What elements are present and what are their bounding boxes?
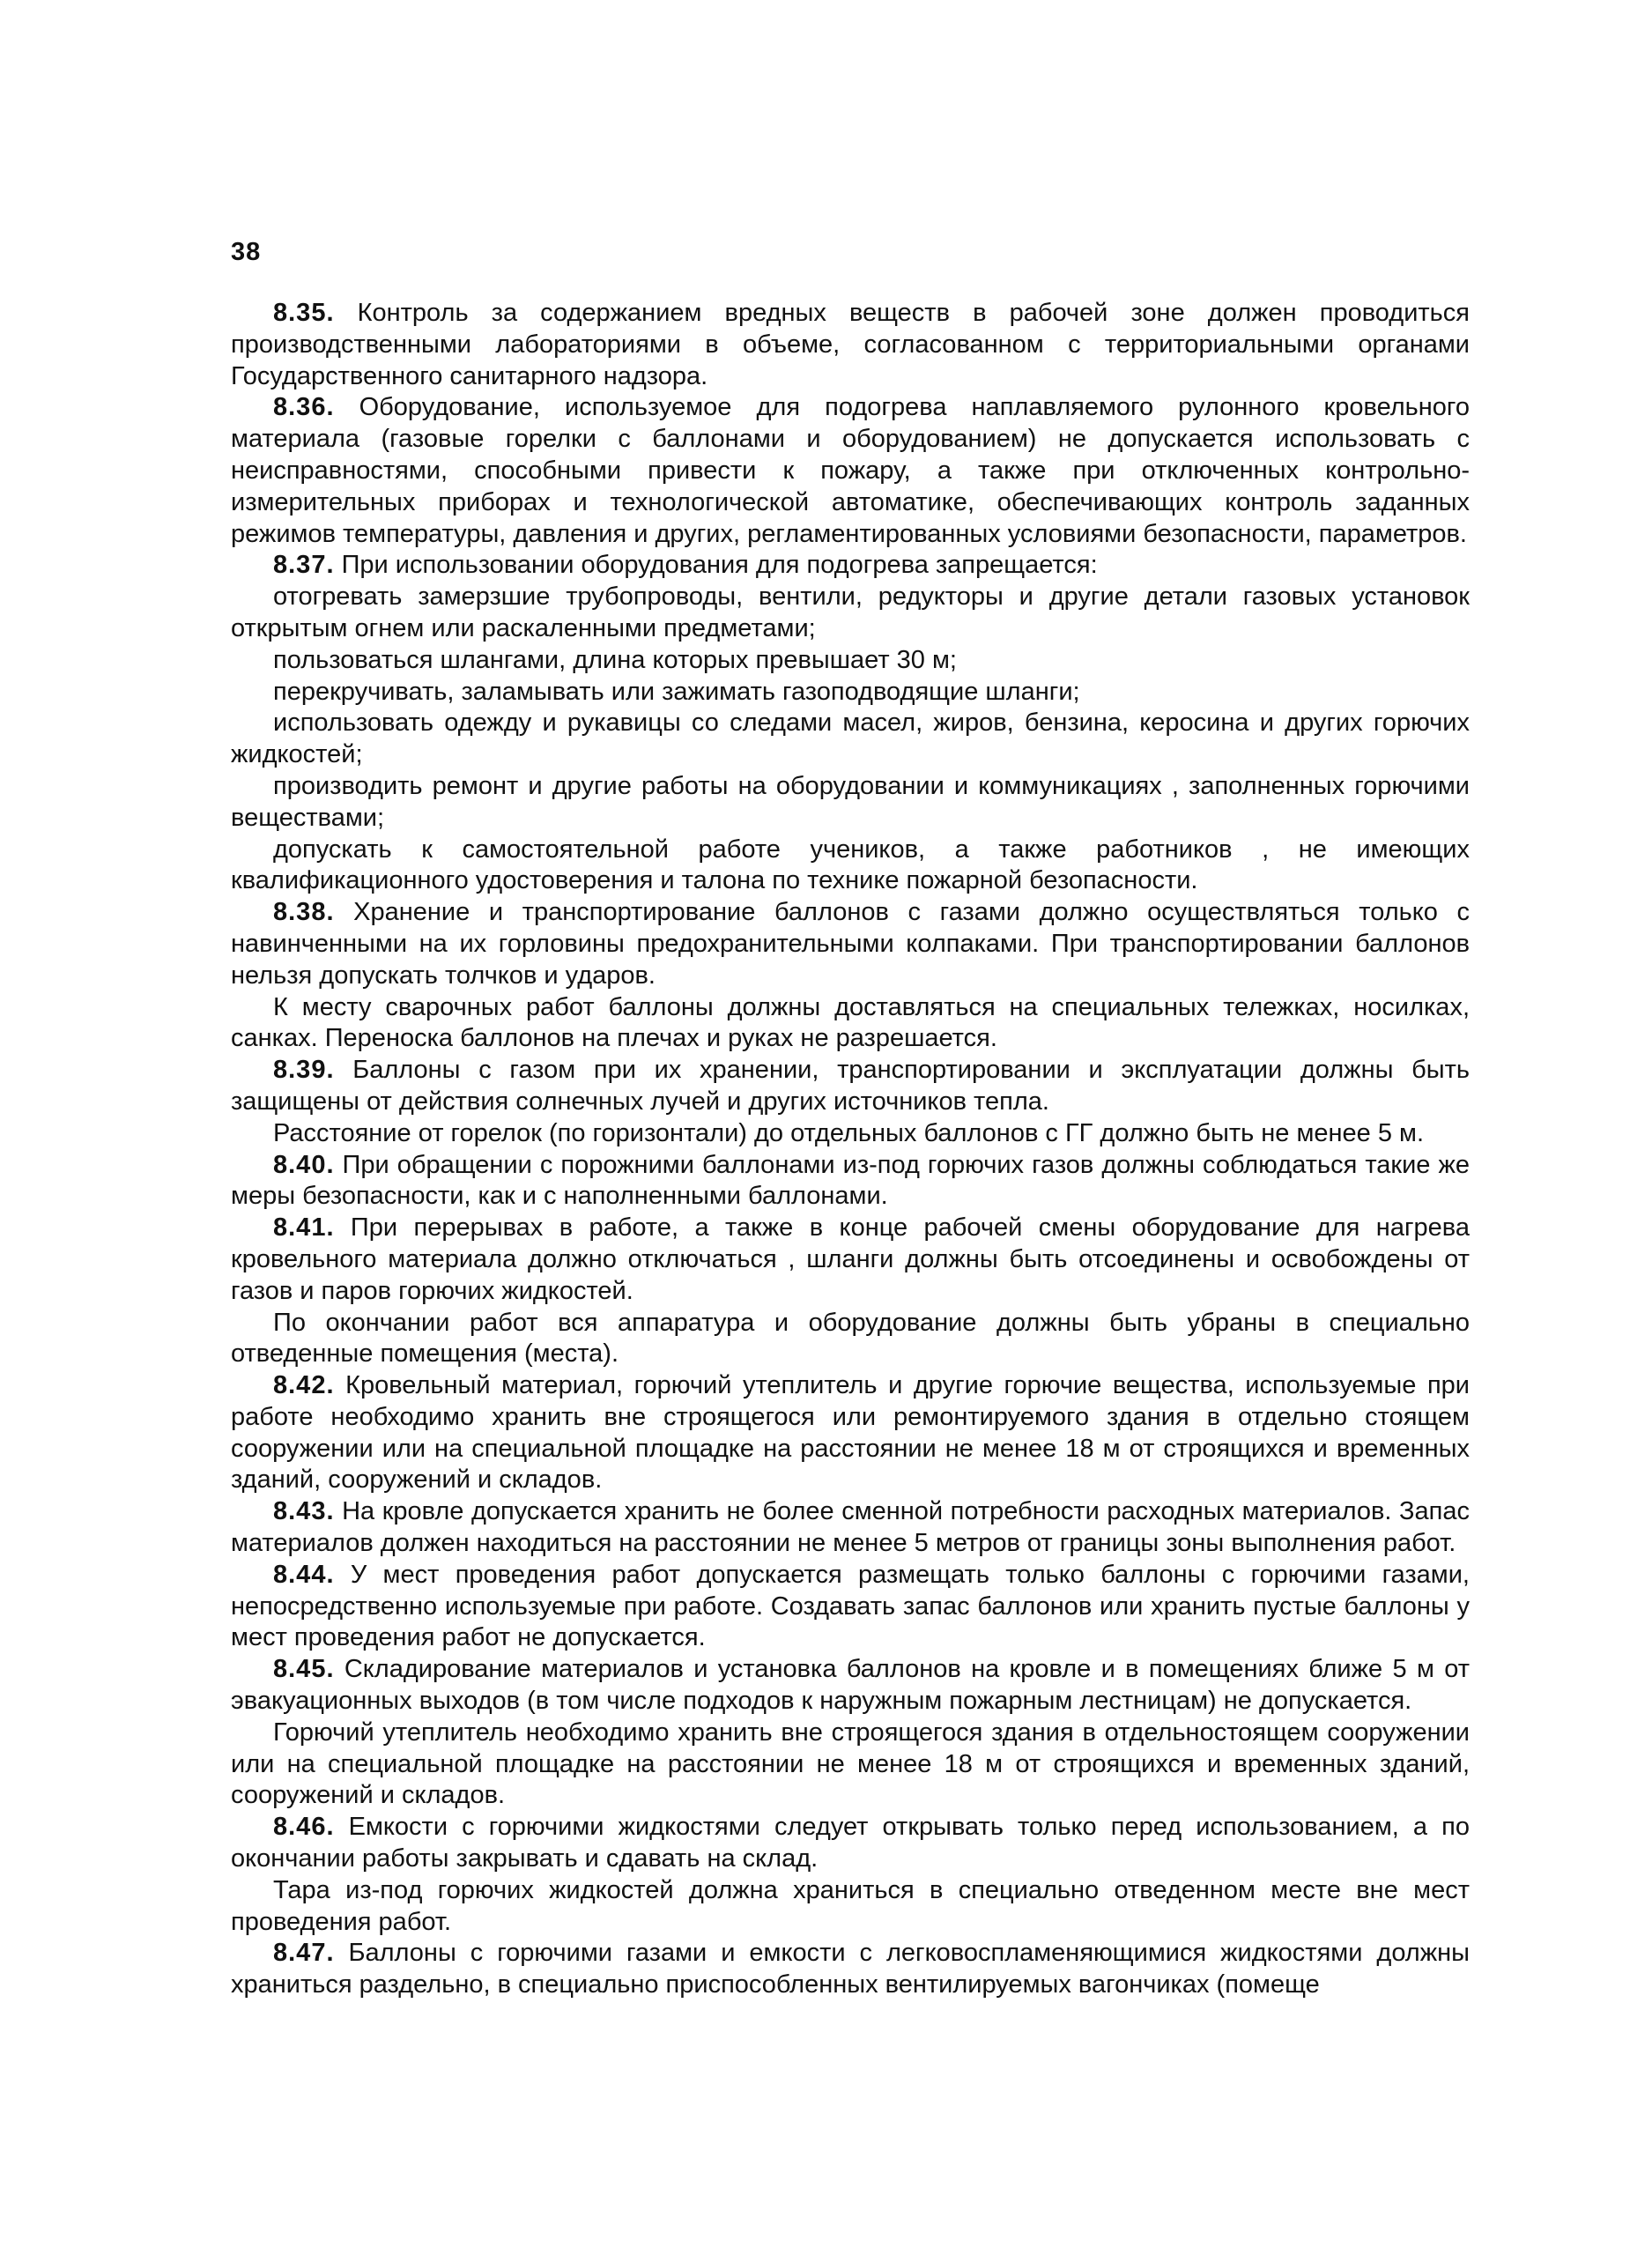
paragraph-text: Кровельный материал, горючий утеплитель и другие горючие вещества, используемые при работе необходимо хранить вне строящегося или ремонтируемого здания в отдельно стоящем сооружении или на специальной площадке на расстоянии не менее 18 м от строящихся и временных зданий, сооружений и складов. (231, 1371, 1470, 1495)
paragraph-text: пользоваться шлангами, длина которых превышает 30 м; (273, 645, 957, 674)
paragraph (231, 550, 1470, 582)
paragraph (231, 1938, 1470, 2001)
clause-number: 8.45. (273, 1655, 335, 1684)
paragraph-text: Емкости с горючими жидкостями следует открывать только перед использованием, а по окончании работы закрывать и сдавать на склад. (231, 1813, 1470, 1873)
paragraph (231, 677, 1470, 709)
paragraph (231, 392, 1470, 550)
paragraph-text: Контроль за содержанием вредных веществ в рабочей зоне должен проводиться производственными лабораториями в объеме, согласованном с территориальными органами Государственного санитарного надзора. (231, 299, 1470, 390)
page-number: 38 (231, 238, 262, 266)
paragraph-text: На кровле допускается хранить не более сменной потребности расходных материалов. Запас материалов должен находиться на расстоянии не менее 5 метров от границы зоны выполнения работ. (231, 1497, 1470, 1558)
clause-number: 8.43. (273, 1497, 335, 1526)
clause-number: 8.39. (273, 1056, 335, 1085)
paragraph-text: При использовании оборудования для подогрева запрещается: (341, 551, 1098, 580)
paragraph (231, 1370, 1470, 1496)
paragraph (231, 1654, 1470, 1718)
paragraph (231, 1118, 1470, 1150)
clause-number: 8.37. (273, 551, 335, 580)
paragraph-text: При перерывах в работе, а также в конце рабочей смены оборудование для нагрева кровельного материала должно отключаться , шланги должны быть отсоединены и освобождены от газов и паров горючих жидкостей. (231, 1213, 1470, 1305)
paragraph (231, 582, 1470, 645)
clause-number: 8.35. (273, 299, 335, 327)
paragraph-text: отогревать замерзшие трубопроводы, вентили, редукторы и другие детали газовых установок открытым огнем или раскаленными предметами; (231, 582, 1470, 642)
paragraph-text: использовать одежду и рукавицы со следами масел, жиров, бензина, керосина и других горючих жидкостей; (231, 709, 1470, 769)
clause-number: 8.42. (273, 1371, 335, 1400)
paragraph-text: Складирование материалов и установка баллонов на кровле и в помещениях ближе 5 м от эвакуационных выходов (в том числе подходов к наружным пожарным лестницам) не допускается. (231, 1655, 1470, 1716)
paragraph (231, 1718, 1470, 1812)
clause-number: 8.46. (273, 1813, 335, 1842)
clause-number: 8.40. (273, 1150, 335, 1179)
paragraph-text: производить ремонт и другие работы на оборудовании и коммуникациях , заполненных горючими веществами; (231, 771, 1470, 832)
paragraph-text: По окончании работ вся аппаратура и оборудование должны быть убраны в специально отведенные помещения (места). (231, 1308, 1470, 1369)
paragraph-text: При обращении с порожними баллонами из-под горючих газов должны соблюдаться такие же меры безопасности, как и с наполненными баллонами. (231, 1150, 1470, 1211)
paragraph-text: Баллоны с горючими газами и емкости с легковоспламеняющимися жидкостями должны храниться раздельно, в специально приспособленных вентилируемых вагончиках (помеще (231, 1939, 1470, 1999)
clause-number: 8.44. (273, 1560, 335, 1589)
document-body (231, 298, 1470, 2001)
paragraph (231, 1875, 1470, 1939)
paragraph (231, 298, 1470, 392)
paragraph (231, 992, 1470, 1056)
paragraph (231, 645, 1470, 677)
paragraph (231, 1308, 1470, 1371)
clause-number: 8.47. (273, 1939, 335, 1968)
clause-number: 8.41. (273, 1213, 335, 1243)
paragraph-text: Горючий утеплитель необходимо хранить вне строящегося здания в отдельностоящем сооружении или на специальной площадке на расстоянии не менее 18 м от строящихся и временных зданий, сооружений и складов. (231, 1718, 1470, 1810)
paragraph-text: Расстояние от горелок (по горизонтали) до отдельных баллонов с ГГ должно быть не менее 5 м. (273, 1118, 1425, 1147)
paragraph (231, 897, 1470, 991)
paragraph (231, 1055, 1470, 1118)
paragraph (231, 1213, 1470, 1307)
clause-number: 8.36. (273, 393, 335, 422)
paragraph-text: Тара из-под горючих жидкостей должна храниться в специально отведенном месте вне мест проведения работ. (231, 1875, 1470, 1936)
paragraph (231, 1496, 1470, 1560)
paragraph-text: У мест проведения работ допускается размещать только баллоны с горючими газами, непосредственно используемые при работе. Создавать запас баллонов или хранить пустые баллоны у мест проведения работ не допускается. (231, 1560, 1470, 1652)
clause-number: 8.38. (273, 898, 335, 927)
paragraph-text: Хранение и транспортирование баллонов с газами должно осуществляться только с навинченными на их горловины предохранительными колпаками. При транспортировании баллонов нельзя допускать толчков и ударов. (231, 898, 1470, 990)
paragraph (231, 771, 1470, 835)
paragraph (231, 1560, 1470, 1654)
paragraph-text: допускать к самостоятельной работе учеников, а также работников , не имеющих квалификационного удостоверения и талона по технике пожарной безопасности. (231, 835, 1470, 895)
paragraph-text: перекручивать, заламывать или зажимать газоподводящие шланги; (273, 677, 1080, 706)
paragraph-text: К месту сварочных работ баллоны должны доставляться на специальных тележках, носилках, санках. Переноска баллонов на плечах и руках не разрешается. (231, 992, 1470, 1053)
paragraph-text: Оборудование, используемое для подогрева наплавляемого рулонного кровельного материала (газовые горелки с баллонами и оборудованием) не допускается использовать с неисправностями, способными привести к пожару, а также при отключенных контрольно-измерительных приборах и технологической автоматике, обеспечивающих контроль заданных режимов температуры, давления и других, регламентированных условиями безопасности, параметров. (231, 393, 1470, 548)
paragraph (231, 708, 1470, 771)
paragraph (231, 835, 1470, 898)
paragraph (231, 1812, 1470, 1875)
paragraph (231, 1150, 1470, 1213)
paragraph-text: Баллоны с газом при их хранении, транспортировании и эксплуатации должны быть защищены от действия солнечных лучей и других источников тепла. (231, 1056, 1470, 1116)
